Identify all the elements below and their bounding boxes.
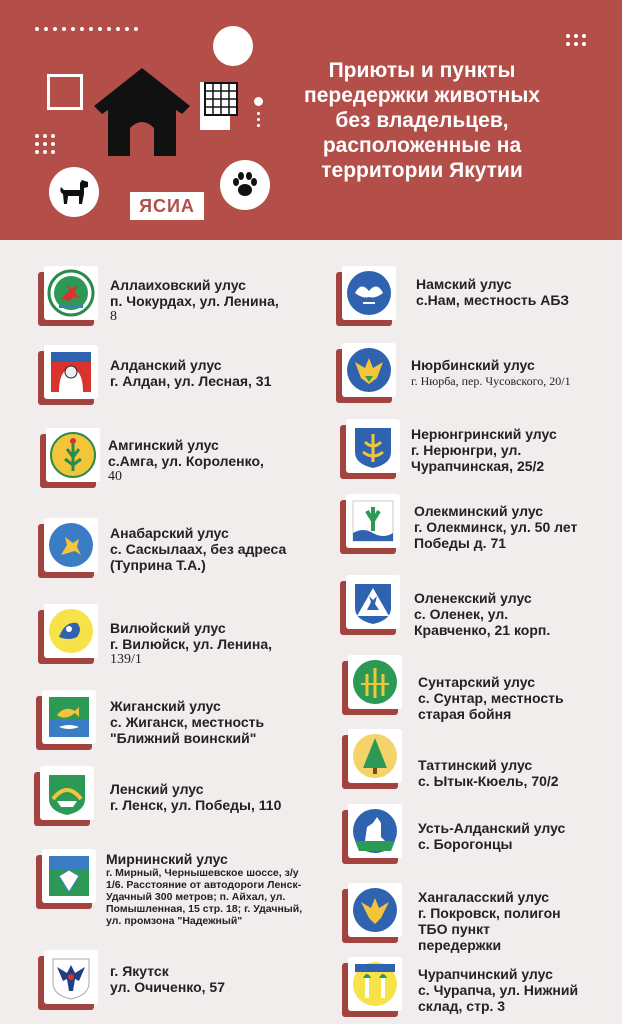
- birch-emblem-icon: [351, 960, 399, 1008]
- entry-name: Усть-Алданский улус: [418, 820, 566, 836]
- decor-dot-grid: [35, 134, 55, 154]
- plant-emblem-icon: [49, 431, 97, 479]
- entry-address: г. Мирный, Чернышевское шоссе, з/у: [106, 867, 299, 879]
- title-line: территории Якутии: [321, 159, 523, 182]
- entry-address: старая бойня: [418, 706, 512, 722]
- reindeer-emblem-icon: [349, 578, 397, 626]
- decor-dots-row: [35, 27, 138, 31]
- emblem-aldansky: [42, 345, 100, 403]
- title-line: Приюты и пункты: [328, 59, 516, 82]
- entry-address: с. Саскылаах, без адреса: [110, 541, 287, 557]
- entry-address: г. Нерюнгри, ул.: [411, 442, 522, 458]
- entry-address: с. Жиганск, местность: [110, 714, 265, 730]
- emblem-vilyuysky: [42, 604, 100, 662]
- ship-emblem-icon: [43, 769, 91, 817]
- entry-address: 40: [108, 469, 122, 484]
- entry-address: Кравченко, 21 корп.: [414, 622, 551, 638]
- entry-aldansky: [110, 357, 271, 389]
- dog-house-icon: [92, 66, 192, 158]
- entry-address: с. Борогонцы: [418, 836, 513, 852]
- paw-icon: [220, 160, 270, 210]
- entry-address: передержки: [418, 937, 502, 953]
- entry-zhigansky: [110, 698, 264, 746]
- entry-name: Сунтарский улус: [418, 674, 535, 690]
- entry-yakutsk: [110, 963, 225, 995]
- dog-icon: [49, 167, 99, 217]
- pine-emblem-icon: [351, 732, 399, 780]
- entry-address: 1/6. Расстояние от автодороги Ленск-: [106, 879, 302, 891]
- eagle-yellow-emblem-icon: [345, 346, 393, 394]
- entry-address: г. Ленск, ул. Победы, 110: [110, 797, 282, 813]
- entry-name: Нерюнгринский улус: [411, 426, 557, 442]
- entry-address: с. Чурапча, ул. Нижний: [418, 982, 579, 998]
- entry-address: Помышленная, 15 стр. 18; г. Удачный,: [106, 903, 303, 915]
- entry-tattinsky: [418, 757, 559, 789]
- entry-address: с.Амга, ул. Короленко,: [108, 453, 264, 469]
- entry-name: Амгинский улус: [108, 437, 219, 453]
- decor-dots-vertical: [257, 112, 260, 127]
- entry-name: Оленекский улус: [414, 590, 532, 606]
- entry-name: Аллаиховский улус: [110, 277, 246, 293]
- entry-address: с. Оленек, ул.: [414, 606, 509, 622]
- title-line: расположенные на: [322, 134, 522, 157]
- decor-circle: [213, 26, 253, 66]
- entry-name: Мирнинский улус: [106, 851, 228, 867]
- yellow-emblem-icon: [47, 607, 95, 655]
- entry-address: "Ближний воинский": [110, 730, 257, 746]
- entry-address: с.Нам, местность АБЗ: [416, 292, 570, 308]
- entry-name: Вилюйский улус: [110, 620, 226, 636]
- emblem-suntarsky: [346, 655, 404, 713]
- sia-logo: ЯСИА: [130, 192, 204, 220]
- decor-dot-grid: [566, 34, 586, 46]
- header-banner: [0, 0, 622, 240]
- entry-amginsky: [108, 437, 264, 485]
- title-line: без владельцев,: [335, 109, 509, 132]
- emblem-tattinsky: [346, 729, 404, 787]
- emblem-lensky: [38, 766, 96, 824]
- entry-lensky: [110, 781, 281, 813]
- entry-name: Нюрбинский улус: [411, 357, 535, 373]
- emblem-ust-aldansky: [346, 804, 404, 862]
- entry-name: Намский улус: [416, 276, 512, 292]
- entry-address: г. Олекминск, ул. 50 лет: [414, 519, 578, 535]
- entry-neryungrinsky: [411, 426, 557, 474]
- entry-address: (Туприна Т.А.): [110, 557, 206, 573]
- entry-name: г. Якутск: [110, 963, 169, 979]
- entry-address: п. Чокурдах, ул. Ленина,: [110, 293, 279, 309]
- decor-square-outline: [47, 74, 83, 110]
- entry-address: Победы д. 71: [414, 535, 507, 551]
- entry-ust-aldansky: [418, 820, 565, 852]
- entry-name: Алданский улус: [110, 357, 222, 373]
- entry-namsky: [416, 276, 569, 308]
- eagle-emblem-icon: [47, 953, 95, 1001]
- entry-khangalassky: [418, 889, 561, 953]
- entry-nyurbinsky: [411, 357, 571, 389]
- entry-mirninsky: [106, 851, 302, 927]
- entry-name: Олекминский улус: [414, 503, 544, 519]
- swan-emblem-icon: [345, 269, 393, 317]
- entry-address: ТБО пункт: [418, 921, 490, 937]
- emblem-olekminsky: [344, 494, 402, 552]
- entry-name: Чурапчинский улус: [418, 966, 553, 982]
- entry-address: 8: [110, 309, 117, 324]
- diamond-emblem-icon: [45, 852, 93, 900]
- entry-address: Удачный 300 метров; п. Айхал, ул.: [106, 891, 286, 903]
- entry-address: 139/1: [110, 652, 142, 667]
- decor-dot: [254, 97, 263, 106]
- entry-name: Жиганский улус: [110, 698, 221, 714]
- emblem-allaikhovsky: [42, 266, 100, 324]
- entry-name: Ленский улус: [110, 781, 204, 797]
- entry-address: склад, стр. 3: [418, 998, 506, 1014]
- entry-vilyuysky: [110, 620, 272, 668]
- entry-suntarsky: [418, 674, 564, 722]
- tree-emblem-icon: [351, 658, 399, 706]
- entry-address: г. Алдан, ул. Лесная, 31: [110, 373, 272, 389]
- emblem-churapchinsky: [346, 957, 404, 1015]
- grid-icon: [204, 82, 238, 116]
- entry-address: с. Сунтар, местность: [418, 690, 564, 706]
- entry-name: Таттинский улус: [418, 757, 533, 773]
- bird-emblem-icon: [351, 886, 399, 934]
- rider-emblem-icon: [47, 521, 95, 569]
- page-title: [292, 58, 552, 183]
- entry-address: г. Вилюйск, ул. Ленина,: [110, 636, 273, 652]
- emblem-amginsky: [44, 428, 102, 486]
- emblem-mirninsky: [40, 849, 98, 907]
- entry-olekminsky: [414, 503, 577, 551]
- emblem-anabarsky: [42, 518, 100, 576]
- emblem-zhigansky: [40, 690, 98, 748]
- entry-address: с. Ытык-Кюель, 70/2: [418, 773, 559, 789]
- deer-emblem-icon: [47, 269, 95, 317]
- entry-churapchinsky: [418, 966, 578, 1014]
- emblem-neryungrinsky: [344, 419, 402, 477]
- emblem-khangalassky: [346, 883, 404, 941]
- entry-address: г. Покровск, полигон: [418, 905, 561, 921]
- entry-address: г. Нюрба, пер. Чусовского, 20/1: [411, 374, 571, 388]
- sheaf-emblem-icon: [349, 497, 397, 545]
- entry-address: ул. промзона "Надежный": [106, 915, 243, 927]
- entry-anabarsky: [110, 525, 286, 573]
- title-line: передержки животных: [304, 84, 540, 107]
- entry-name: Анабарский улус: [110, 525, 229, 541]
- wheat-emblem-icon: [349, 422, 397, 470]
- entry-address: Чурапчинская, 25/2: [411, 458, 545, 474]
- fish-emblem-icon: [45, 693, 93, 741]
- entry-oleneksky: [414, 590, 550, 638]
- entry-address: ул. Очиченко, 57: [110, 979, 225, 995]
- emblem-oleneksky: [344, 575, 402, 633]
- emblem-nyurbinsky: [340, 343, 398, 401]
- bear-emblem-icon: [47, 348, 95, 396]
- horse-emblem-icon: [351, 807, 399, 855]
- entry-allaikhovsky: [110, 277, 279, 325]
- emblem-yakutsk: [42, 950, 100, 1008]
- emblem-namsky: [340, 266, 398, 324]
- entry-name: Хангаласский улус: [418, 889, 550, 905]
